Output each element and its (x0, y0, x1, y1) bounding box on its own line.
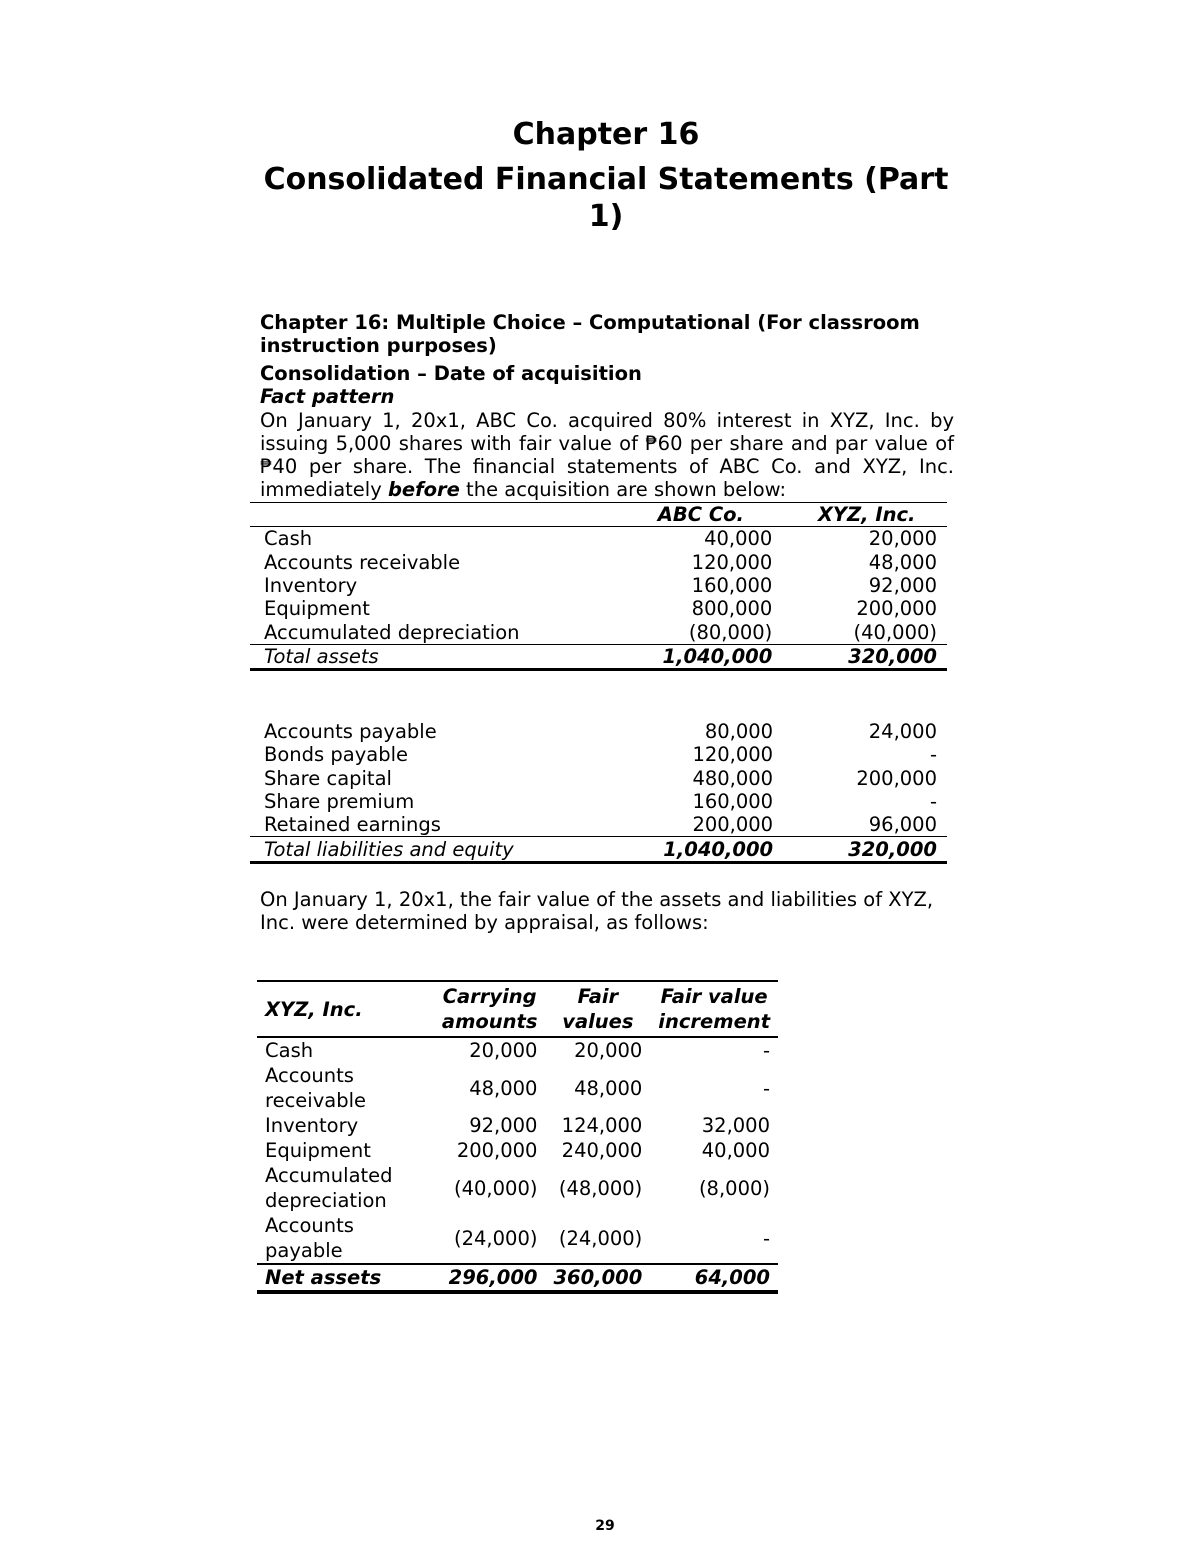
xyz-value: 200,000 (856, 766, 937, 790)
row-label: Accumulated depreciation (265, 1164, 393, 1212)
table-row (250, 597, 947, 620)
row-label: Share capital (264, 766, 392, 790)
row-label: Accounts receivable (265, 1064, 367, 1112)
xyz-value: 320,000 (782, 644, 947, 669)
carrying-value: 92,000 (469, 1114, 538, 1137)
fair-value: 124,000 (561, 1114, 643, 1137)
xyz-value: 92,000 (868, 574, 937, 598)
xyz-value: 96,000 (783, 813, 947, 837)
fact-text-2: the acquisition are shown below: (459, 478, 787, 501)
increment-value: - (762, 1076, 770, 1100)
fact-text-1: On January 1, 20x1, ABC Co. acquired 80% interest in XYZ, Inc. by issuing 5,000 shares with fair value of ₱60 per share and par value of ₱40 per share. The financial statements of ABC Co. and XYZ, Inc. immediately (260, 409, 954, 501)
fair-value-table (257, 980, 778, 1294)
carrying-value: (24,000) (454, 1226, 538, 1250)
row-label: Equipment (265, 1139, 371, 1162)
abc-value: 80,000 (704, 720, 774, 744)
row-label: Accounts payable (265, 1214, 354, 1262)
table-row (250, 767, 947, 790)
abc-value: 160,000 (691, 574, 773, 598)
xyz-value: 200,000 (856, 597, 937, 621)
row-label: Inventory (264, 574, 358, 598)
xyz-value: 20,000 (868, 527, 937, 551)
table-row (257, 1138, 778, 1163)
fs-header-abc: ABC Co. (615, 503, 782, 527)
row-label: Inventory (265, 1114, 359, 1137)
increment-value: - (762, 1039, 770, 1062)
row-label: Cash (265, 1039, 314, 1062)
fv-header-carrying: Carrying amounts (434, 981, 546, 1037)
fair-value: 360,000 (545, 1264, 650, 1292)
increment-value: - (762, 1226, 770, 1250)
fv-header-entity: XYZ, Inc. (257, 981, 434, 1037)
xyz-value: 48,000 (868, 550, 937, 574)
row-label: Cash (264, 527, 313, 551)
fair-value: 48,000 (574, 1076, 643, 1100)
chapter-subtitle (255, 162, 957, 235)
abc-value: 120,000 (692, 743, 774, 767)
increment-value: 32,000 (701, 1114, 770, 1137)
carrying-value: (40,000) (454, 1176, 538, 1200)
net-assets-row (257, 1264, 778, 1292)
page-number: 29 (595, 1518, 615, 1534)
fact-paragraph (260, 409, 954, 501)
fv-header-row (257, 981, 778, 1037)
carrying-value: 48,000 (469, 1076, 538, 1100)
fs-header-xyz: XYZ, Inc. (782, 503, 947, 527)
abc-value: (80,000) (615, 620, 782, 644)
abc-value: 200,000 (616, 813, 783, 837)
table-row (250, 743, 947, 766)
row-label: Share premium (264, 790, 415, 814)
total-assets-row (250, 644, 947, 669)
carrying-value: 200,000 (456, 1139, 538, 1162)
carrying-value: 20,000 (469, 1039, 538, 1062)
row-label: Retained earnings (250, 813, 616, 837)
row-label: Accounts receivable (264, 550, 461, 574)
total-liabilities-row (250, 837, 947, 862)
fact-pattern-label: Fact pattern (260, 385, 395, 408)
fair-value: (48,000) (558, 1176, 643, 1200)
fs-header-row (250, 503, 947, 527)
table-row (250, 720, 947, 743)
liabilities-equity-table (250, 720, 947, 864)
table-row (250, 620, 947, 644)
subtitle-line-2: 1) (588, 198, 624, 234)
row-label: Accumulated depreciation (250, 620, 615, 644)
table-row (257, 1163, 778, 1213)
row-label: Net assets (257, 1264, 434, 1292)
row-label: Accounts payable (264, 720, 437, 744)
row-label: Equipment (264, 597, 370, 621)
fs-header-blank (250, 503, 615, 527)
table-row (257, 1063, 778, 1113)
fv-header-increment: Fair value increment (650, 981, 778, 1037)
table-row (250, 527, 947, 551)
increment-value: 40,000 (701, 1139, 770, 1162)
financial-statements-table (250, 502, 947, 671)
abc-value: 480,000 (692, 766, 774, 790)
xyz-value: 24,000 (868, 720, 937, 744)
carrying-value: 296,000 (434, 1264, 546, 1292)
xyz-value: - (929, 743, 937, 767)
abc-value: 120,000 (691, 550, 773, 574)
fair-value: 20,000 (574, 1039, 643, 1062)
fair-value: (24,000) (558, 1226, 643, 1250)
abc-value: 160,000 (692, 790, 774, 814)
increment-value: (8,000) (698, 1176, 770, 1200)
table-row (257, 1037, 778, 1063)
table-row (250, 551, 947, 574)
fair-value: 240,000 (561, 1139, 643, 1162)
fv-header-fair: Fair values (545, 981, 650, 1037)
abc-value: 800,000 (691, 597, 773, 621)
abc-value: 1,040,000 (615, 644, 782, 669)
increment-value: 64,000 (650, 1264, 778, 1292)
abc-value: 1,040,000 (616, 837, 783, 862)
row-label: Bonds payable (264, 743, 409, 767)
table-row (257, 1213, 778, 1264)
subtitle-line-1: Consolidated Financial Statements (Part (263, 162, 949, 197)
fact-emphasis: before (387, 478, 460, 501)
xyz-value: - (929, 790, 937, 814)
table-row (250, 813, 947, 837)
chapter-title: Chapter 16 (512, 117, 700, 152)
section-heading: Chapter 16: Multiple Choice – Computational (For classroom instruction purposes) (260, 311, 920, 357)
topic-heading: Consolidation – Date of acquisition (260, 362, 642, 385)
abc-value: 40,000 (704, 527, 773, 551)
row-label: Total assets (250, 644, 615, 669)
xyz-value: 320,000 (783, 837, 947, 862)
table-row (250, 790, 947, 813)
table-row (257, 1113, 778, 1138)
appraisal-paragraph: On January 1, 20x1, the fair value of the assets and liabilities of XYZ, Inc. were determined by appraisal, as follows: (260, 888, 934, 934)
table-row (250, 574, 947, 597)
row-label: Total liabilities and equity (250, 837, 616, 862)
xyz-value: (40,000) (782, 620, 947, 644)
